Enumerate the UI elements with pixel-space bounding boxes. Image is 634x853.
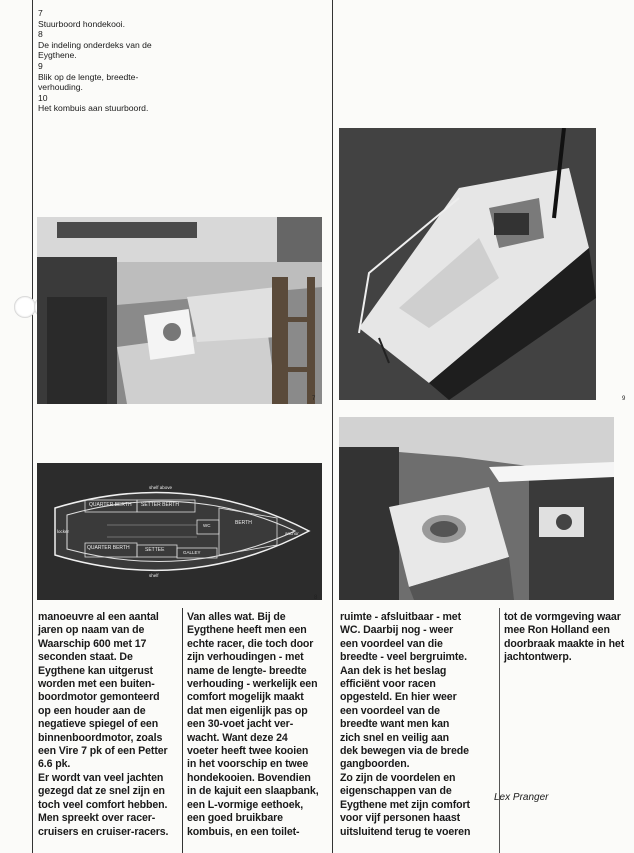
deck-plan-drawing	[37, 463, 322, 600]
plan-label: BERTH	[235, 520, 252, 526]
text-line: worden met een buiten-	[38, 678, 155, 691]
text-line: zich snel en veilig aan	[340, 731, 449, 744]
plan-label: locker	[57, 529, 70, 534]
text-line: Men spreekt over racer-	[38, 812, 156, 825]
text-line: echte racer, die toch door	[187, 637, 314, 650]
text-line: in het voorschip en twee	[187, 758, 309, 771]
text-line: verhouding - werkelijk een	[187, 678, 318, 691]
caption-text: Het kombuis aan stuurboord.	[38, 103, 149, 114]
text-line: eigenschappen van de	[340, 785, 452, 798]
text-line: een voordeel van die	[340, 637, 443, 650]
plan-label: WC	[203, 523, 211, 528]
text-line: boordmotor gemonteerd	[38, 691, 160, 704]
caption-text: Blik op de lengte, breedte-verhouding.	[38, 71, 139, 93]
deck-plan	[37, 463, 322, 600]
photo-number: 9	[622, 396, 626, 402]
caption-number: 10	[38, 92, 48, 103]
photo-galley	[339, 417, 614, 600]
plan-label: GALLEY	[183, 550, 201, 555]
text-line: voeter heeft twee kooien	[187, 745, 309, 758]
article-column-3	[340, 611, 496, 839]
plan-label: shelf	[149, 573, 159, 578]
caption-number: 8	[38, 29, 43, 40]
plan-label: QUARTER BERTH	[89, 502, 132, 508]
text-line: dek bewegen via de brede	[340, 745, 469, 758]
text-line: een Vire 7 pk of een Petter	[38, 745, 168, 758]
text-line: breedte want men kan	[340, 718, 450, 731]
caption-text: De indeling onderdeks van de Eygthene.	[38, 39, 152, 61]
text-line: binnenboordmotor, zoals	[38, 731, 163, 744]
plan-label: shelf above	[149, 485, 173, 490]
text-line: een 30-voet jacht ver-	[187, 718, 294, 731]
text-line: op een houder aan de	[38, 704, 146, 717]
plan-label: SETTEE	[145, 547, 165, 553]
photo-boat-overview	[339, 128, 596, 400]
text-line: opgesteld. En hier weer	[340, 691, 457, 704]
text-line: tot de vormgeving waar	[504, 611, 621, 623]
text-line: Eygthene met zijn comfort	[340, 798, 470, 811]
text-line: gezegd dat ze snel zijn en	[38, 785, 165, 798]
column-rule-text-1	[182, 608, 183, 853]
text-line: mee Ron Holland een	[504, 624, 610, 637]
column-rule-left	[32, 0, 33, 853]
article-column-1	[38, 611, 180, 839]
text-line: doorbraak maakte in het	[504, 637, 625, 650]
plan-label: anchor	[285, 531, 299, 536]
text-line: in de kajuit een slaapbank,	[187, 785, 319, 798]
binder-hole	[14, 296, 36, 318]
cabin-interior-image	[37, 217, 322, 404]
text-line: Aan dek is het beslag	[340, 664, 447, 677]
photo-number: 8	[314, 595, 318, 601]
text-line: een voordeel van de	[340, 704, 440, 717]
photo-cabin-interior	[37, 217, 322, 404]
text-line: WC. Daarbij nog - weer	[340, 624, 454, 637]
column-rule-text-3	[499, 608, 500, 853]
text-line: Waarschip 600 met 17	[38, 637, 147, 650]
text-line: kombuis, en een toilet-	[187, 825, 300, 838]
text-line: gangboorden.	[340, 758, 410, 771]
plan-label: SETTER BERTH	[141, 502, 179, 508]
article-column-4	[504, 611, 634, 665]
column-rule-center	[332, 0, 333, 853]
text-line: voor vijf personen haast	[340, 812, 461, 825]
author-signature: Lex Pranger	[494, 792, 549, 803]
photo-number: 7	[312, 396, 316, 402]
text-line: uitsluitend terug te voeren	[340, 825, 471, 838]
text-line: wacht. Want deze 24	[187, 731, 288, 744]
photo-captions	[38, 8, 168, 114]
caption-number: 9	[38, 60, 43, 71]
text-line: een L-vormige eethoek,	[187, 798, 304, 811]
text-line: name de lengte- breedte	[187, 664, 307, 677]
article-column-2	[187, 611, 331, 839]
text-line: jaren op naam van de	[38, 624, 145, 637]
text-line: jachtontwerp.	[504, 651, 572, 664]
caption-number: 7	[38, 8, 43, 18]
galley-image	[339, 417, 614, 600]
text-line: ruimte - afsluitbaar - met	[340, 611, 462, 623]
text-line: Van alles wat. Bij de	[187, 611, 286, 623]
text-line: Er wordt van veel jachten	[38, 771, 164, 784]
boat-overview-image	[339, 128, 596, 400]
text-line: Eygthene heeft men een	[187, 624, 307, 637]
text-line: manoeuvre al een aantal	[38, 611, 159, 623]
text-line: Zo zijn de voordelen en	[340, 771, 456, 784]
text-line: 6.6 pk.	[38, 758, 71, 771]
plan-label: QUARTER BERTH	[87, 545, 130, 551]
text-line: Eygthene kan uitgerust	[38, 664, 153, 677]
text-line: efficiënt voor racen	[340, 678, 436, 691]
text-line: breedte - veel bergruimte.	[340, 651, 467, 664]
text-line: dat men eigenlijk pas op	[187, 704, 308, 717]
text-line: hondekooien. Bovendien	[187, 771, 311, 784]
caption-text: Stuurboord hondekooi.	[38, 18, 125, 29]
text-line: negatieve spiegel of een	[38, 718, 159, 731]
text-line: zijn verhoudingen - met	[187, 651, 304, 664]
text-line: een goed bruikbare	[187, 812, 283, 825]
text-line: toch veel comfort hebben.	[38, 798, 168, 811]
text-line: comfort mogelijk maakt	[187, 691, 304, 704]
text-line: seconden staat. De	[38, 651, 133, 664]
text-line: cruisers en cruiser-racers.	[38, 825, 169, 838]
